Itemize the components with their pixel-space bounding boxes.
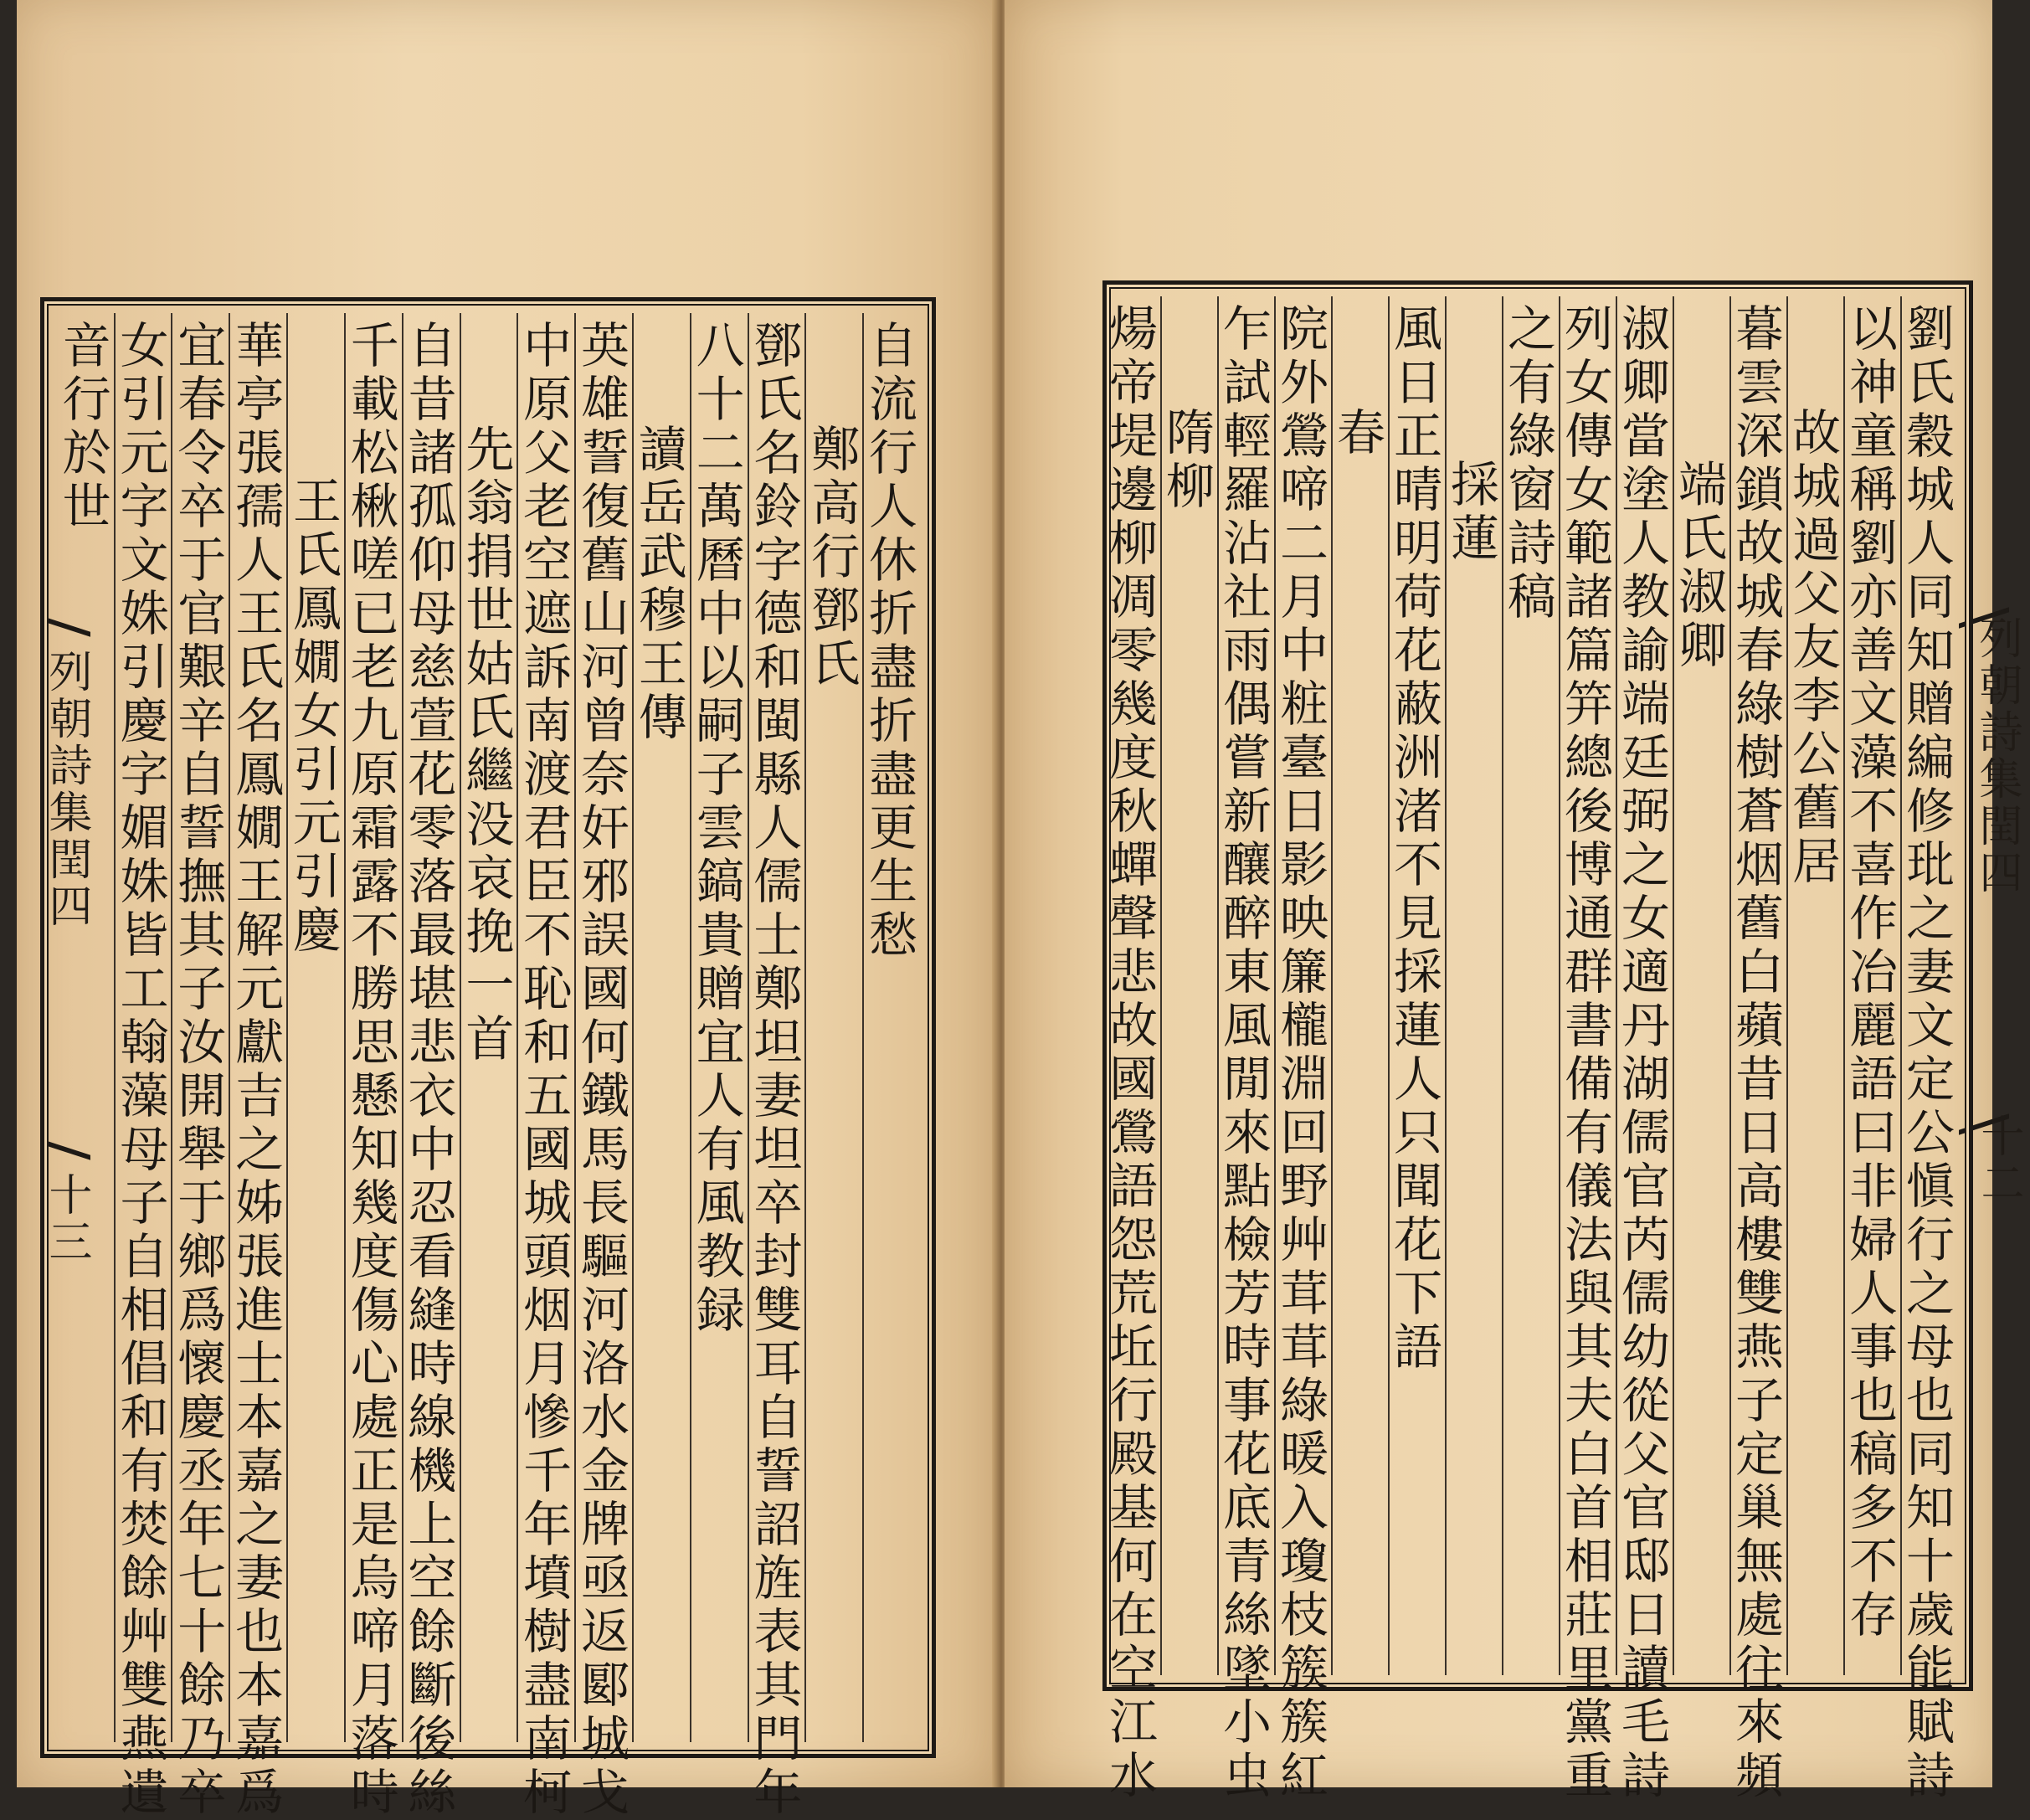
- text-frame-left: [40, 297, 936, 1820]
- text-column: 故城過父友李公舊居: [1786, 296, 1843, 1675]
- text-column: 院外鶯啼二月中粧臺日影映簾櫳淵回野艸茸茸綠暖入瓊枝簇簇紅: [1274, 296, 1331, 1675]
- text-column: 先翁捐世姑氏繼没哀挽一首: [460, 313, 517, 1742]
- text-column: 暮雲深鎖故城春綠樹蒼烟舊白蘋昔日高樓雙燕子定巢無處往來頻: [1729, 296, 1786, 1675]
- left-page: [17, 0, 996, 1820]
- text-column: 讀岳武穆王傳: [632, 313, 690, 1742]
- text-column: 煬帝堤邊柳凋零幾度秋蟬聲悲故國鶯語怨荒坵行殿基何在空江水: [1101, 303, 1158, 1803]
- text-column: 劉氏穀城人同知贈編修玭之妻文定公愼行之母也同知十歲能賦詩: [1900, 296, 1957, 1675]
- text-column: 音行於世: [54, 320, 111, 534]
- text-column: 淑卿當塗人教諭端廷弼之女適丹湖儒官芮儒幼從父官邸日讀毛詩: [1616, 296, 1673, 1675]
- text-column: 中原父老空遮訴南渡君臣不恥和五國城頭烟月慘千年墳樹盡南柯: [516, 313, 574, 1742]
- text-column: 採蓮: [1445, 296, 1502, 1675]
- text-columns-left: [54, 313, 920, 1820]
- text-column: 鄧氏名鈴字德和閩縣人儒士鄭坦妻坦卒封雙耳自誓詔旌表其門年: [748, 313, 805, 1742]
- text-column: 列女傳女範諸篇笄總後博通群書備有儀法與其夫白首相莊里黨重: [1559, 296, 1616, 1675]
- text-frame-right: [1101, 280, 1973, 1803]
- spine-title-right: 列朝詩集閏四: [1971, 615, 2022, 897]
- text-column: 乍試輕羅沾社雨偶嘗新釀醉東風閒來點檢芳時事花底青絲墜小虫: [1217, 296, 1274, 1675]
- text-column: 八十二萬曆中以嗣子雲鎬貴贈宜人有風教録: [690, 313, 748, 1742]
- text-columns-right: [1101, 296, 1957, 1803]
- text-column: 之有綠窗詩稿: [1502, 296, 1559, 1675]
- text-column: 以神童稱劉亦善文藻不喜作冶麗語曰非婦人事也稿多不存: [1843, 296, 1900, 1675]
- right-page: [1005, 0, 2023, 1803]
- text-column: 風日正晴明荷花蔽洲渚不見採蓮人只聞花下語: [1388, 296, 1445, 1675]
- text-column: 宜春令卒于官艱辛自誓撫其子汝開舉于鄉爲懷慶丞年七十餘乃卒: [171, 313, 229, 1742]
- spine-number-right: 十二: [1973, 1113, 2023, 1207]
- text-column: 王氏鳳嫺女引元引慶: [286, 313, 344, 1742]
- text-column: 春: [1331, 296, 1388, 1675]
- text-column: 英雄誓復舊山河曾奈奸邪誤國何鐵馬長驅河洛水金牌亟返郾城戈: [574, 313, 632, 1742]
- spine-title-left: 列朝詩集閏四: [41, 649, 91, 930]
- text-column: 自流行人休折盡折盡更生愁: [862, 313, 920, 1742]
- text-column: 隋柳: [1160, 296, 1217, 1675]
- text-column: 端氏淑卿: [1673, 296, 1729, 1675]
- text-column: 千載松楸嗟已老九原霜露不勝思懸知幾度傷心處正是烏啼月落時: [344, 313, 402, 1742]
- text-column: 華亭張孺人王氏名鳳嫺王解元獻吉之姊張進士本嘉之妻也本嘉爲: [229, 313, 286, 1742]
- text-column: 自昔諸孤仰母慈萱花零落最堪悲衣中忍看縫時線機上空餘斷後絲: [402, 313, 460, 1742]
- spine-number-left: 十三: [41, 1172, 91, 1266]
- text-column: 女引元字文姝引慶字媚姝皆工翰藻母子自相倡和有焚餘艸雙燕遺: [114, 313, 172, 1742]
- text-column: 鄭高行鄧氏: [804, 313, 862, 1742]
